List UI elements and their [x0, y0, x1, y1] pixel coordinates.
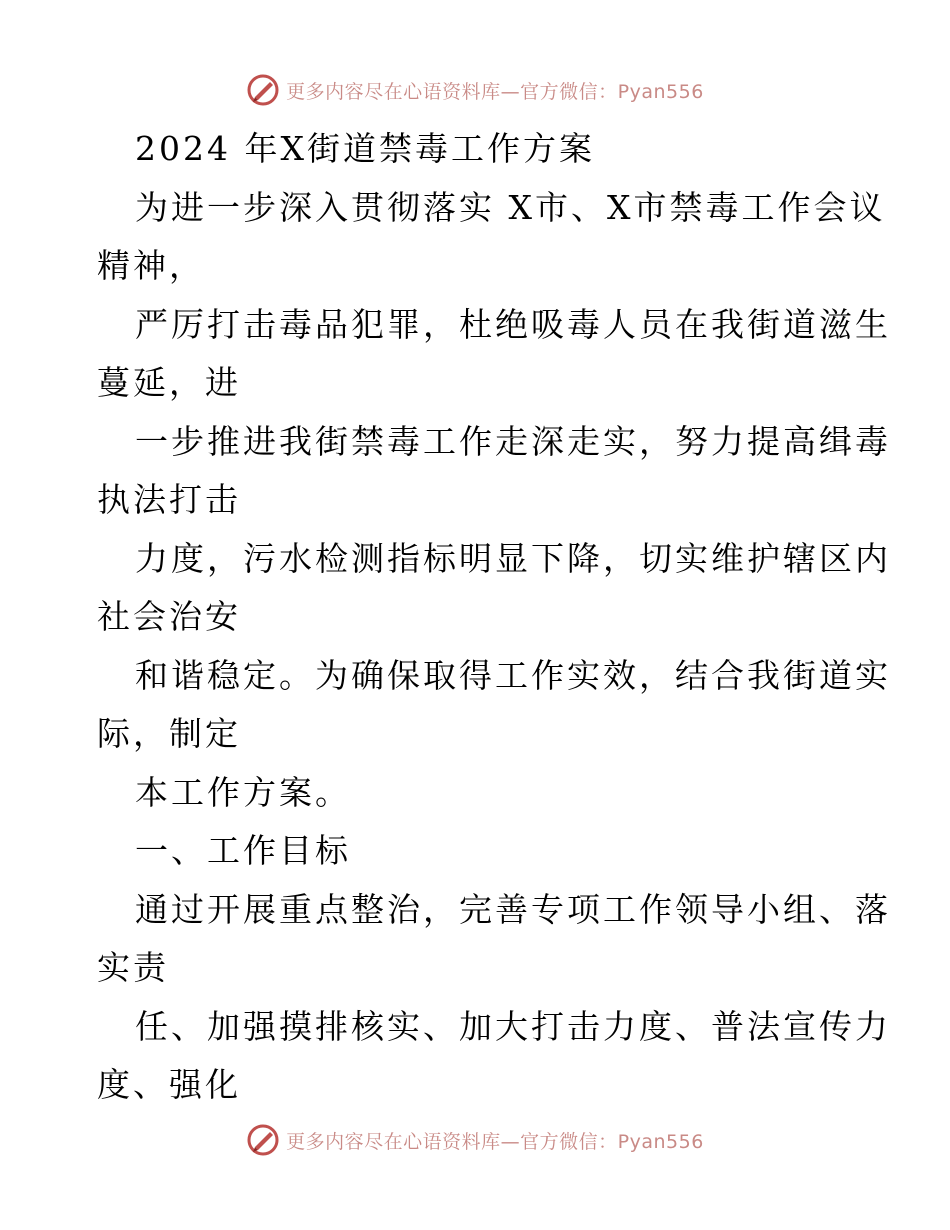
footer-watermark-text: 更多内容尽在心语资料库—官方微信：Pyan556	[286, 1130, 704, 1153]
text-line: 任、加强摸排核实、加大打击力度、普法宣传力	[135, 1006, 891, 1046]
text-line: 蔓延，进	[97, 363, 241, 402]
text-line: 为进一步深入贯彻落实 X市、X市禁毒工作会议	[135, 187, 886, 227]
header-watermark-text: 更多内容尽在心语资料库—官方微信：Pyan556	[286, 80, 704, 103]
pen-logo-icon	[246, 1123, 280, 1157]
pen-logo-icon	[246, 73, 280, 107]
text-line: 严厉打击毒品犯罪，杜绝吸毒人员在我街道滋生	[135, 304, 891, 344]
text-line: 实责	[97, 948, 169, 987]
text-line: 2024 年X街道禁毒工作方案	[135, 129, 595, 168]
text-line: 执法打击	[97, 480, 241, 519]
header-watermark	[0, 70, 950, 110]
text-line: 和谐稳定。为确保取得工作实效，结合我街道实	[135, 655, 891, 695]
text-line: 本工作方案。	[135, 772, 351, 812]
text-line: 力度，污水检测指标明显下降，切实维护辖区内	[135, 538, 891, 578]
text-line: 一步推进我街禁毒工作走深走实，努力提高缉毒	[135, 421, 891, 461]
footer-watermark	[0, 1120, 950, 1160]
text-line: 通过开展重点整治，完善专项工作领导小组、落	[135, 889, 891, 929]
text-line: 一、工作目标	[135, 831, 351, 870]
text-line: 社会治安	[97, 597, 241, 636]
text-line: 际，制定	[97, 714, 241, 753]
document-body	[97, 120, 891, 1115]
text-line: 度、强化	[97, 1065, 241, 1104]
text-line: 精神，	[97, 246, 205, 285]
